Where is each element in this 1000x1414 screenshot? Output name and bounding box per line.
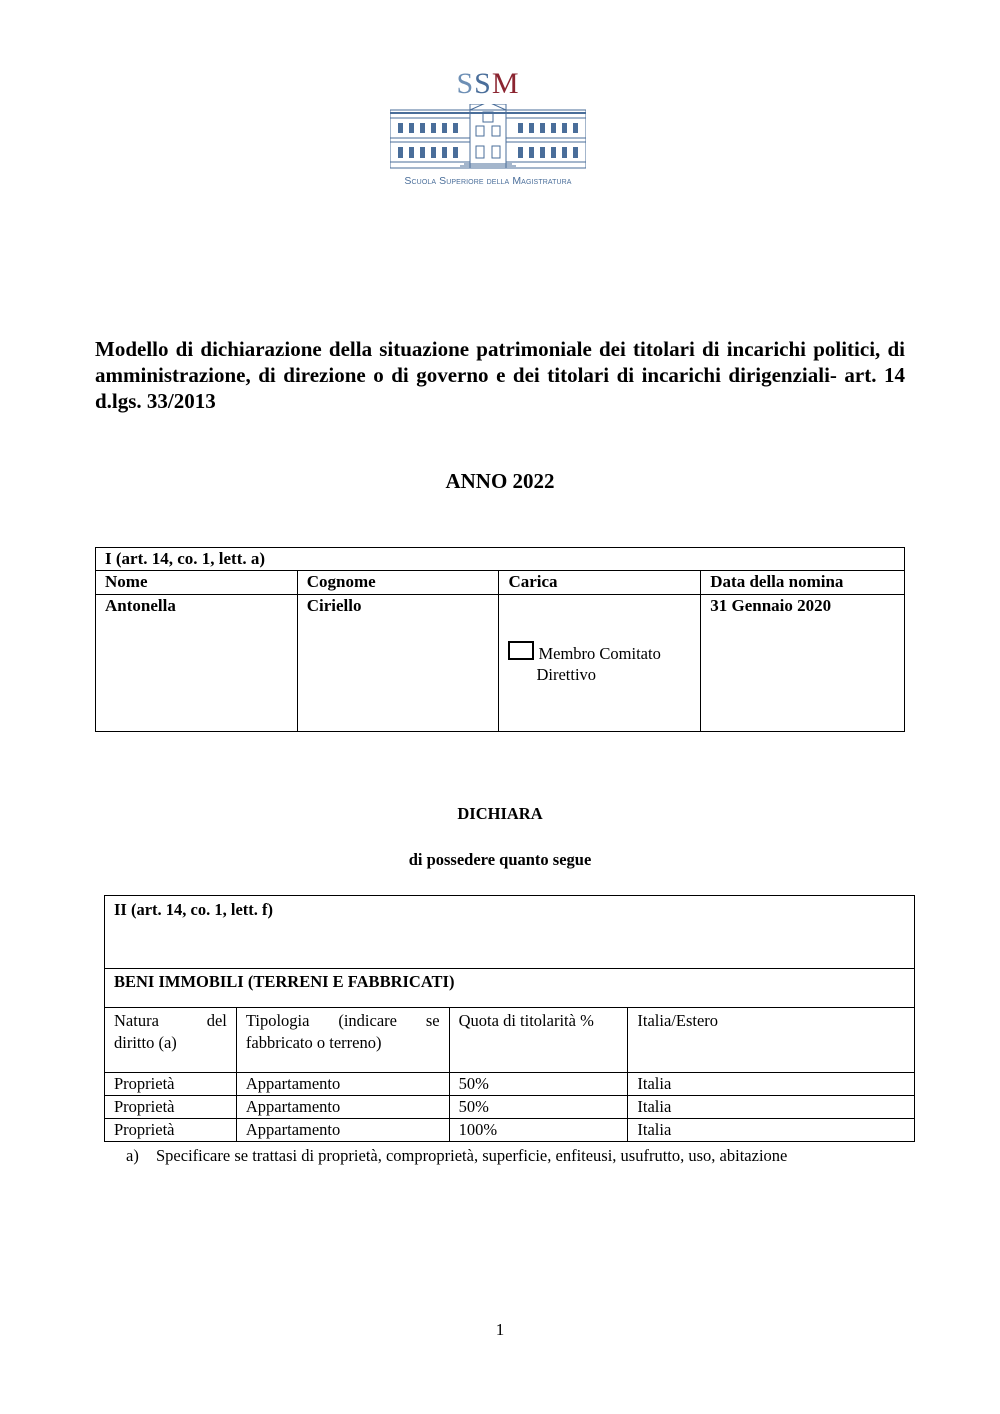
row-luogo: Italia: [628, 1096, 915, 1119]
row-natura: Proprietà: [105, 1119, 237, 1142]
header-cognome: Cognome: [297, 571, 499, 595]
building-icon: [390, 104, 586, 174]
possedere-subheading: di possedere quanto segue: [408, 850, 592, 869]
value-nome: Antonella: [96, 595, 298, 732]
value-cognome: Ciriello: [297, 595, 499, 732]
header-carica: Carica: [499, 571, 701, 595]
section2-subheading: BENI IMMOBILI (TERRENI E FABBRICATI): [105, 969, 915, 1008]
logo-subtitle: Scuola Superiore della Magistratura: [404, 175, 572, 187]
table-row: [105, 1119, 915, 1142]
header-nome: Nome: [96, 571, 298, 595]
row-quota: 50%: [449, 1096, 628, 1119]
footnote-text: Specificare se trattasi di proprietà, comproprietà, superficie, enfiteusi, usufrutto, uso, abitazione: [156, 1146, 788, 1165]
document-title: Modello di dichiarazione della situazione patrimoniale dei titolari di incarichi politici, di amministrazione, di direzione o di governo e dei titolari di incarichi dirigenziali- art. 14 d.lgs. 33/2013: [95, 337, 905, 413]
carica-label-line2: Direttivo: [536, 665, 597, 684]
year-heading: ANNO 2022: [445, 469, 555, 493]
row-luogo: Italia: [628, 1073, 915, 1096]
header-natura: Natura del diritto (a): [105, 1008, 237, 1073]
carica-checkbox[interactable]: [508, 641, 534, 660]
row-natura: Proprietà: [105, 1096, 237, 1119]
carica-label-line1: Membro Comitato: [538, 644, 661, 663]
ssm-logo: [388, 68, 588, 193]
footnote-label: a): [126, 1146, 139, 1165]
header-quota: Quota di titolarità %: [449, 1008, 628, 1073]
value-carica: [499, 595, 701, 732]
header-italia-estero: Italia/Estero: [628, 1008, 915, 1073]
row-tipologia: Appartamento: [236, 1096, 449, 1119]
row-tipologia: Appartamento: [236, 1073, 449, 1096]
header-data-nomina: Data della nomina: [701, 571, 905, 595]
table-row: [105, 1096, 915, 1119]
section1-heading: I (art. 14, co. 1, lett. a): [96, 548, 905, 571]
real-estate-table: [104, 895, 915, 1142]
section2-heading: II (art. 14, co. 1, lett. f): [105, 896, 915, 969]
dichiara-heading: DICHIARA: [457, 804, 543, 823]
row-quota: 100%: [449, 1119, 628, 1142]
value-data-nomina: 31 Gennaio 2020: [701, 595, 905, 732]
logo-wordmark: SSM: [456, 67, 520, 100]
page-number: 1: [495, 1320, 505, 1339]
row-quota: 50%: [449, 1073, 628, 1096]
identity-table: [95, 547, 905, 732]
table-row: [105, 1073, 915, 1096]
footnote: [126, 1146, 787, 1166]
row-natura: Proprietà: [105, 1073, 237, 1096]
row-luogo: Italia: [628, 1119, 915, 1142]
header-tipologia: Tipologia (indicare se fabbricato o terreno): [236, 1008, 449, 1073]
row-tipologia: Appartamento: [236, 1119, 449, 1142]
